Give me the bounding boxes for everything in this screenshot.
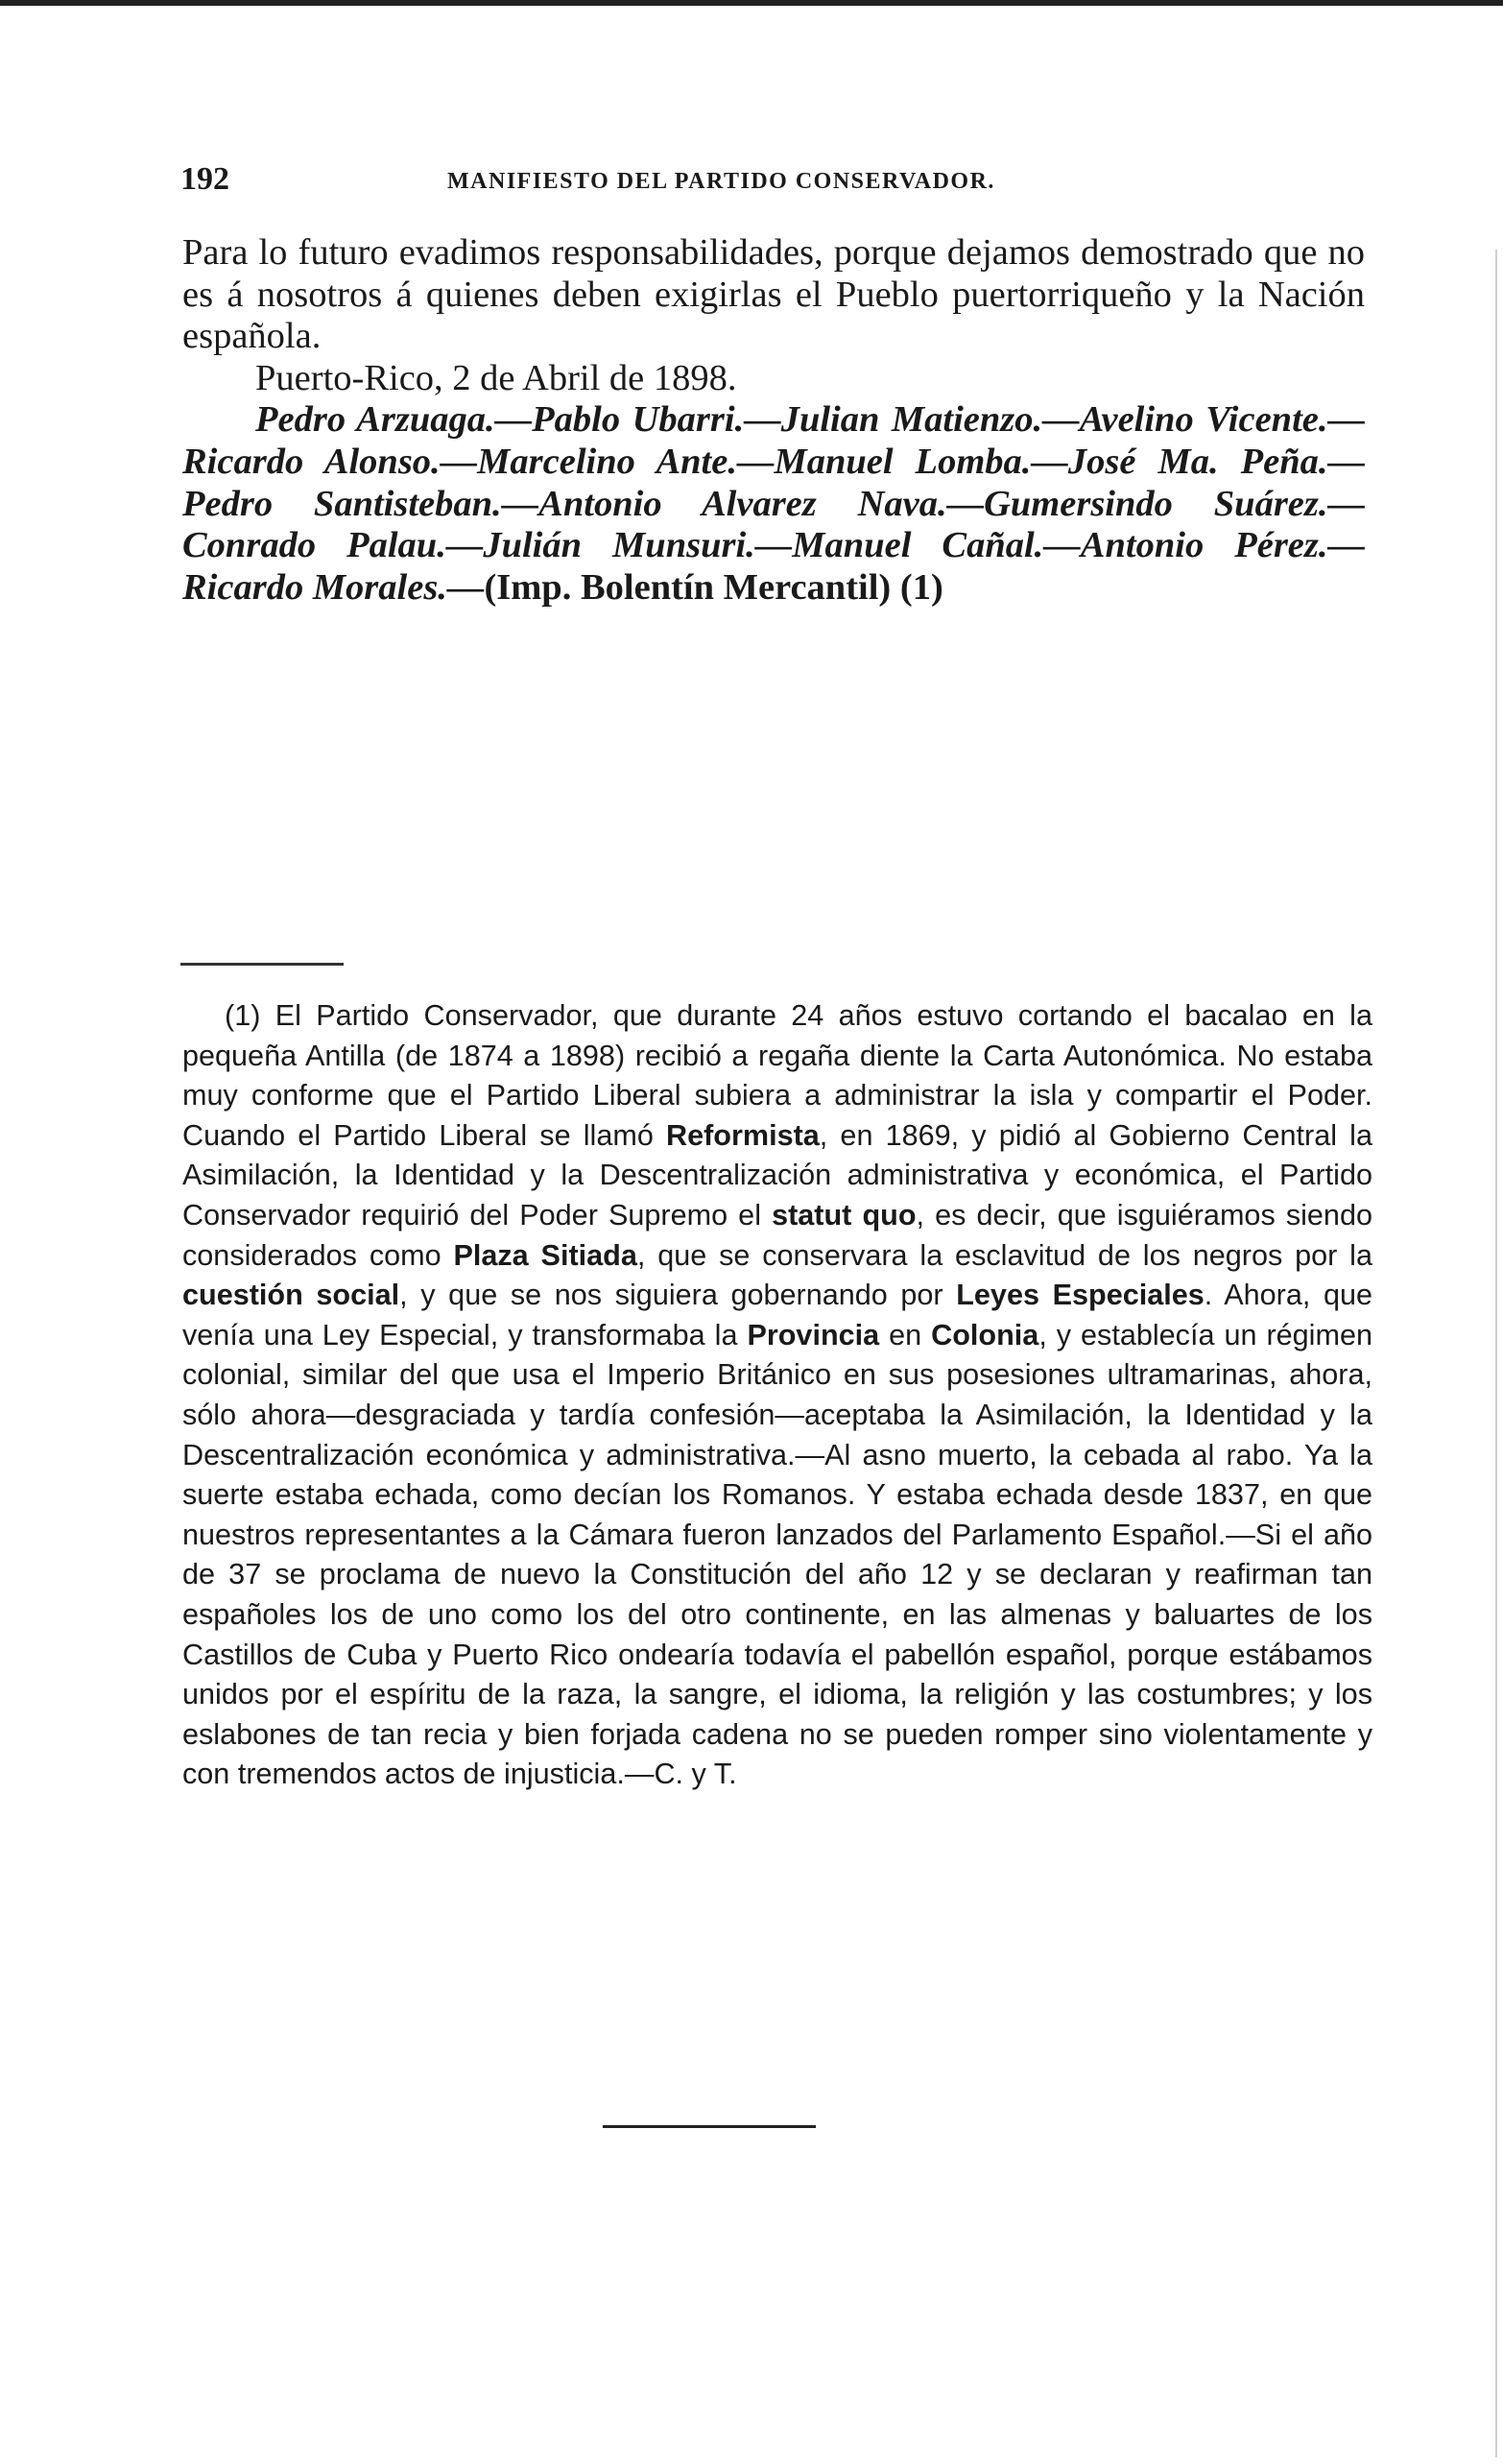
footnote-emphasis: Plaza Sitiada bbox=[453, 1238, 637, 1272]
closing-paragraph: Para lo futuro evadimos responsabilidades, porque dejamos demostrado que no es á nosotros á quienes deben exigirlas el Pueblo puertorriqueño y la Nación española. bbox=[182, 232, 1365, 357]
footnote-emphasis: cuestión social bbox=[182, 1279, 400, 1312]
page-header bbox=[180, 161, 1371, 209]
footnote-segment: , en 1869, y pidió al Gobierno Central la Asimilación, la Identidad y la Descentralización administrativa y económica, el Partido Conservador requirió del Poder Supremo el bbox=[182, 1118, 1372, 1232]
signatory-names: Pedro Arzuaga.—Pablo Ubarri.—Julian Matienzo.—Avelino Vicente.—Ricardo Alonso.—Marcelino Ante.—Manuel Lomba.—José Ma. Peña.—Pedro Santisteban.—Antonio Alvarez Nava.—Gumersindo Suárez.—Conrado Palau.—Julián Munsuri.—Manuel Cañal.—Antonio Pérez.—Ricardo Morales.— bbox=[182, 399, 1365, 608]
footnote bbox=[182, 996, 1372, 1795]
footnote-emphasis: statut quo bbox=[772, 1198, 917, 1232]
page-number: 192 bbox=[180, 161, 229, 197]
scan-margin-line bbox=[1495, 250, 1497, 2457]
date-line: Puerto-Rico, 2 de Abril de 1898. bbox=[255, 357, 737, 398]
footnote-emphasis: Provincia bbox=[747, 1318, 880, 1352]
end-rule bbox=[603, 2125, 816, 2128]
main-text bbox=[182, 232, 1365, 609]
footnote-segment: , y establecía un régimen colonial, similar del que usa el Imperio Británico en sus posesiones ultramarinas, ahora, sólo ahora—desgraciada y tardía confesión—aceptaba la Asimilación, la Identidad y la Descentralización económica y administrativa.—Al asno muerto, la cebada al rabo. Ya la suerte estaba echada, como decían los Romanos. Y estaba echada desde 1837, en que nuestros representantes a la Cámara fueron lanzados del Parlamento Español.—Si el año de 37 se proclama de nuevo la Constitución del año 12 y se declaran y reafirman tan españoles los de uno como los del otro continente, en las almenas y baluartes de los Castillos de Cuba y Puerto Rico ondearía todavía el pabellón español, porque estábamos unidos por el espíritu de la raza, la sangre, el idioma, la religión y las costumbres; y los eslabones de tan recia y bien forjada cadena no se pueden romper sino violentamente y con tremendos actos de injusticia.—C. y T. bbox=[182, 1318, 1372, 1791]
footnote-segment: , y que se nos siguiera gobernando por bbox=[399, 1279, 957, 1312]
footnote-text bbox=[182, 996, 1372, 1795]
footnote-segment: (1) El Partido Conservador, que durante 24 años estuvo cortando el bacalao en la pequeña Antilla (de 1874 a 1898) recibió a regaña diente la Carta Autonómica. No estaba muy conforme que el Partido Liberal subiera a administrar la isla y compartir el Poder. Cuando el Partido Liberal se llamó bbox=[182, 999, 1372, 1152]
footnote-separator bbox=[180, 963, 344, 966]
footnote-segment: , que se conservara la esclavitud de los negros por la bbox=[636, 1238, 1372, 1272]
footnote-segment: en bbox=[879, 1318, 932, 1352]
signatories-list bbox=[182, 399, 1365, 609]
imprint-note: (Imp. Bolentín Mercantil) (1) bbox=[484, 566, 943, 608]
footnote-emphasis: Colonia bbox=[931, 1318, 1039, 1352]
footnote-segment: , es decir, que isguiéramos siendo considerados como bbox=[182, 1198, 1372, 1272]
footnote-emphasis: Leyes Especiales bbox=[956, 1279, 1205, 1312]
running-title: MANIFIESTO DEL PARTIDO CONSERVADOR. bbox=[447, 169, 995, 194]
footnote-emphasis: Reformista bbox=[665, 1118, 820, 1152]
top-border-rule bbox=[0, 0, 1503, 6]
footnote-segment: . Ahora, que venía una Ley Especial, y transformaba la bbox=[182, 1279, 1373, 1352]
